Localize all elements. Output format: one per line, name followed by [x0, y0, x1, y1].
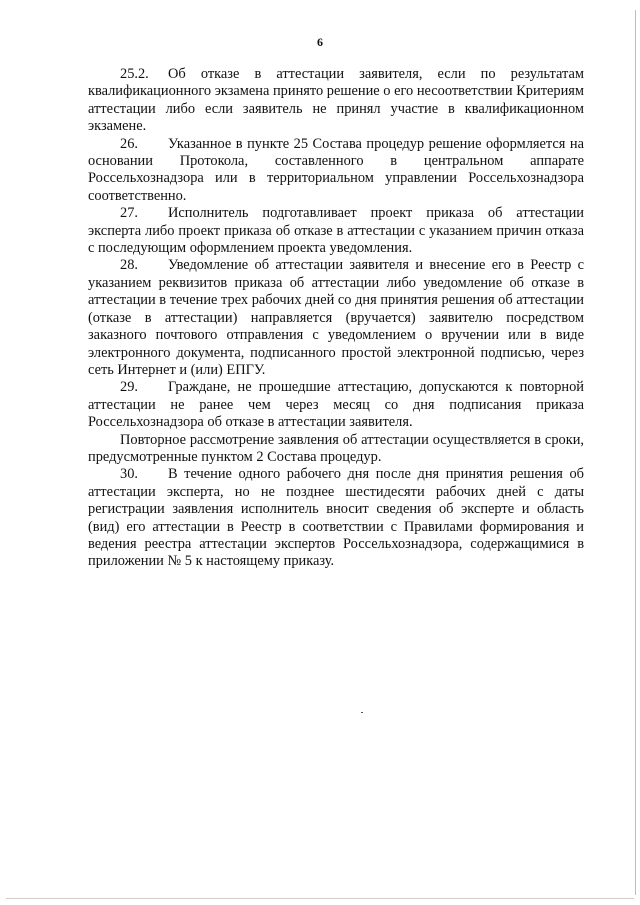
paragraph-number: 28. — [120, 257, 138, 274]
paragraph-number: 30. — [120, 466, 138, 483]
paragraph-text: Уведомление об аттестации заявителя и внесение его в Реестр с указанием реквизитов приказа об аттестации либо уведомление об отказе в аттестации в течение трех рабочих дней со дня принятия решения об аттестации (отказе в аттестации) направляется (вручается) заявителю посредством заказного почтового отправления с уведомлением о вручении или в виде электронного документа, подписанного простой электронной подписью, через сеть Интернет и (или) ЕПГУ. — [88, 257, 584, 378]
paragraph-26 — [88, 136, 584, 206]
scan-speck — [361, 712, 363, 713]
paragraph-number: 25.2. — [120, 66, 149, 82]
page-number: 6 — [317, 35, 323, 49]
paragraph-29 — [88, 379, 584, 431]
paragraph-text: Повторное рассмотрение заявления об аттестации осуществляется в сроки, предусмотренные пунктом 2 Состава процедур. — [88, 431, 584, 465]
document-body — [88, 66, 584, 571]
paragraph-number: 26. — [120, 135, 138, 152]
paragraph-29-continuation — [88, 432, 584, 467]
paragraph-25-2 — [88, 66, 584, 136]
paragraph-text: В течение одного рабочего дня после дня принятия решения об аттестации эксперта, но не позднее шестидесяти рабочих дней с даты регистрации заявления исполнитель вносит сведения об эксперте и область (вид) его аттестации в Реестр в соответствии с Правилами формирования и ведения реестра аттестации экспертов Россельхознадзора, содержащимися в приложении № 5 к настоящему приказу. — [88, 466, 584, 570]
paragraph-text: Указанное в пункте 25 Состава процедур решение оформляется на основании Протокола, составленного в центральном аппарате Россельхознадзора или в территориальном управлении Россельхознадзора соответственно. — [88, 135, 584, 204]
paragraph-30 — [88, 466, 584, 570]
scan-edge-bottom — [6, 898, 634, 899]
scan-edge-right — [635, 10, 636, 895]
paragraph-28 — [88, 257, 584, 379]
paragraph-number: 29. — [120, 379, 138, 396]
paragraph-number: 27. — [120, 205, 138, 222]
paragraph-27 — [88, 205, 584, 257]
paragraph-text: Граждане, не прошедшие аттестацию, допускаются к повторной аттестации не ранее чем через месяц со дня подписания приказа Россельхознадзора об отказе в аттестации заявителя. — [88, 379, 584, 431]
paragraph-text: Исполнитель подготавливает проект приказа об аттестации эксперта либо проект приказа об отказе в аттестации с указанием причин отказа с последующим оформлением проекта уведомления. — [88, 205, 584, 257]
paragraph-text: Об отказе в аттестации заявителя, если по результатам квалификационного экзамена принято решение о его несоответствии Критериям аттестации либо если заявитель не принял участие в квалификационном экзамене. — [88, 66, 584, 135]
